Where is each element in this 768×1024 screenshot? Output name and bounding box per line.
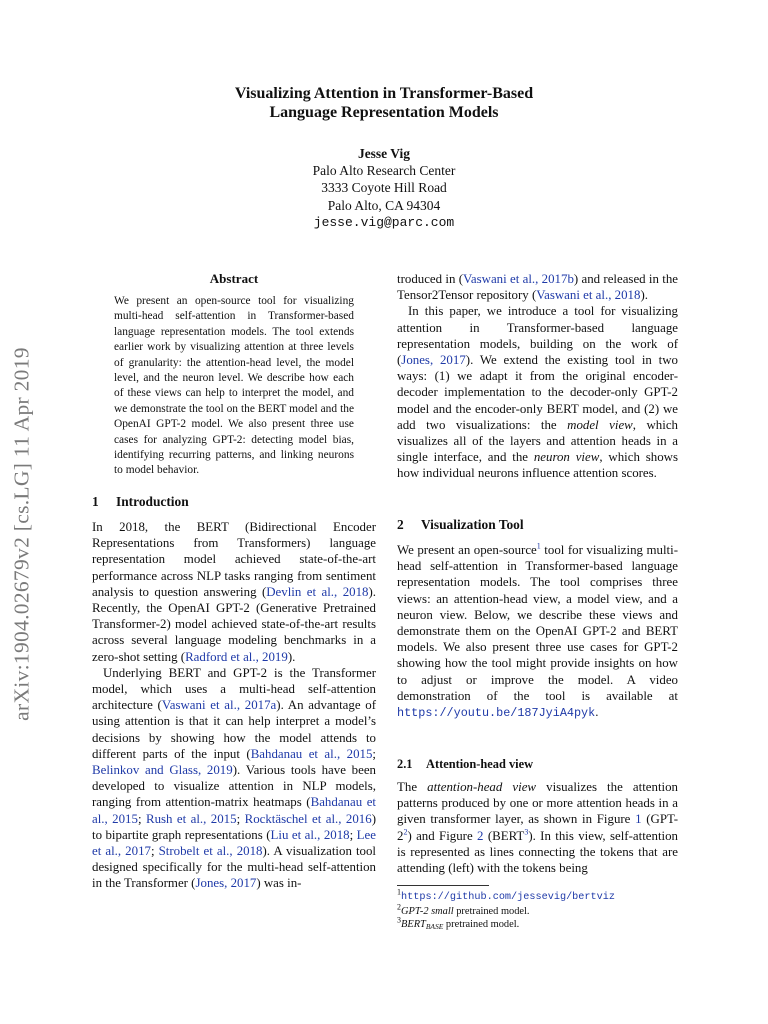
section-number: 2 [397, 517, 404, 532]
arxiv-side-stamp [2, 314, 42, 754]
continued-paragraph: troduced in (Vaswani et al., 2017b) and released in the Tensor2Tensor repository (Vaswani et al., 2018). [397, 272, 678, 303]
right-column-continuation [397, 271, 678, 482]
citation-link[interactable]: Jones, 2017 [401, 353, 466, 368]
section-title: Introduction [116, 494, 189, 509]
paper-title [0, 84, 768, 122]
visualization-tool-section [397, 517, 678, 721]
author-address-line-1: 3333 Coyote Hill Road [321, 180, 447, 196]
footnote-2: $^2$GPT-2 small pretrained model. [397, 902, 530, 917]
author-block [0, 145, 768, 231]
citation-link[interactable]: Belinkov and Glass, 2019 [92, 763, 233, 778]
title-line-1: Visualizing Attention in Transformer-Based [234, 85, 534, 102]
citation-link[interactable]: Rush et al., 2015 [145, 811, 237, 826]
intro-paragraph-2: Underlying BERT and GPT-2 is the Transformer model, which uses a multi-head self-attention architecture (Vaswani et al., 2017a). An advantage of using attention is that it can help interpret a model’s decisions by showing how the model attends to different parts of the input (Bahdanau et al., 2015; Belinkov and Glass, 2019). Various tools have been developed to visualize attention in NLP models, ranging from attention-matrix heatmaps (Bahdanau et al., 2015; Rush et al., 2015; Rocktäschel et al., 2016) to bipartite graph representations (Liu et al., 2018; Lee et al., 2017; Strobelt et al., 2018). A visualization tool designed specifically for the multi-head self-attention in the Transformer (Jones, 2017) was in- [92, 665, 377, 891]
introduction-section [92, 494, 376, 892]
arxiv-identifier: arXiv:1904.02679v2 [cs.LG] 11 Apr 2019 [9, 347, 34, 721]
citation-link[interactable]: Lee et al., 2017 [92, 827, 376, 859]
figure-link[interactable]: 2 [477, 828, 484, 843]
citation-link[interactable]: Liu et al., 2018 [270, 827, 350, 842]
citation-link[interactable]: Vaswani et al., 2017b [463, 272, 574, 286]
citation-link[interactable]: Rocktäschel et al., 2016 [244, 811, 372, 826]
intro-paragraph-1: In 2018, the BERT (Bidirectional Encoder Representations from Transformers) language representation model achieved state-of-the-art performance across NLP tasks ranging from sentiment analysis to question answering (Devlin et al., 2018). Recently, the OpenAI GPT-2 (Generative Pretrained Transformer-2) model achieved state-of-the-art results across several language modeling benchmarks in a zero-shot setting (Radford et al., 2019). [92, 520, 376, 664]
citation-link[interactable]: Strobelt et al., 2018 [158, 844, 263, 859]
citation-link[interactable]: Vaswani et al., 2018 [536, 288, 641, 303]
attention-head-paragraph: The attention-head view visualizes the attention patterns produced by one or more attention heads in a given transformer layer, as shown in Figure 1 $(GPT-2^2)$ and Figure 2 (BERT$^3$). In this view, self-attention is represented as lines connecting the tokens that are attending (left) with the tokens being [397, 780, 679, 876]
author-email: jesse.vig@parc.com [313, 214, 455, 230]
attention-head-view-section [397, 757, 678, 876]
footnote-3: $^3BERT_{BASE}$ pretrained model. [397, 915, 520, 931]
citation-link[interactable]: Bahdanau et al., 2015 [250, 746, 373, 761]
author-affiliation: Palo Alto Research Center [312, 163, 456, 179]
footnote-rule [397, 885, 489, 886]
author-address-line-2: Palo Alto, CA 94304 [327, 197, 441, 213]
footnote-marker[interactable]: 2 [403, 827, 408, 837]
intro-paragraph-3: In this paper, we introduce a tool for visualizing attention in Transformer-based language representation models, building on the work of (Jones, 2017). We extend the existing tool in two ways: (1) we adapt it from the original encoder-decoder implementation to the decoder-only GPT-2 model and the encoder-only BERT model, and (2) we add two visualizations: the model view, which visualizes all of the layers and attention heads in a single interface, and the neuron view, which shows how individual neurons influence attention scores. [397, 304, 679, 481]
footnote-marker[interactable]: 1 [536, 541, 541, 551]
citation-link[interactable]: Jones, 2017 [195, 876, 257, 891]
github-link[interactable]: https://github.com/jessevig/bertviz [401, 892, 615, 903]
abstract-text: We present an open-source tool for visualizing multi-head self-attention in Transformer-based language representation models. The tool extends earlier work by visualizing attention at three levels of granularity: the attention-head level, the model level, and the neuron level. We describe how each of these views can help to interpret the model, and we demonstrate the tool on the BERT model and the OpenAI GPT-2 model. We also present three use cases for analyzing GPT-2: detecting model bias, identifying recurring patterns, and linking neurons to model behavior. [114, 295, 354, 477]
citation-link[interactable]: Radford et al., 2019 [185, 649, 288, 664]
section-number: 1 [92, 494, 99, 509]
figure-link[interactable]: 1 [635, 812, 642, 827]
attention-head-view-heading [397, 757, 678, 772]
introduction-heading [92, 494, 376, 510]
title-line-2: Language Representation Models [269, 104, 499, 121]
footnotes [397, 885, 678, 934]
citation-link[interactable]: Devlin et al., 2018 [266, 584, 369, 599]
footnote-marker[interactable]: 3 [524, 827, 529, 837]
citation-link[interactable]: Bahdanau et al., 2015 [92, 795, 376, 826]
video-link[interactable]: https://youtu.be/187JyiA4pyk [397, 706, 596, 721]
visualization-tool-heading [397, 517, 678, 533]
footnote-1: $^1$https://github.com/jessevig/bertviz [397, 887, 615, 903]
citation-link[interactable]: Vaswani et al., 2017a [161, 698, 277, 713]
subsection-number: 2.1 [397, 757, 413, 771]
abstract-heading: Abstract [209, 271, 259, 286]
author-name: Jesse Vig [357, 146, 411, 161]
section-title: Visualization Tool [421, 517, 524, 532]
visualization-paragraph: We present an open-source$^1$ tool for visualizing multi-head self-attention in Transformer-based language representation models. The tool comprises three views: an attention-head view, a model view, and a neuron view. Below, we describe these views and demonstrate them on the OpenAI GPT-2 and BERT models. We also present three use cases for GPT-2 showing how the tool might provide insights on how to adjust or improve the model. A video demonstration of the tool is available at https://youtu.be/187JyiA4pyk. [397, 541, 678, 721]
subsection-title: Attention-head view [426, 757, 534, 771]
